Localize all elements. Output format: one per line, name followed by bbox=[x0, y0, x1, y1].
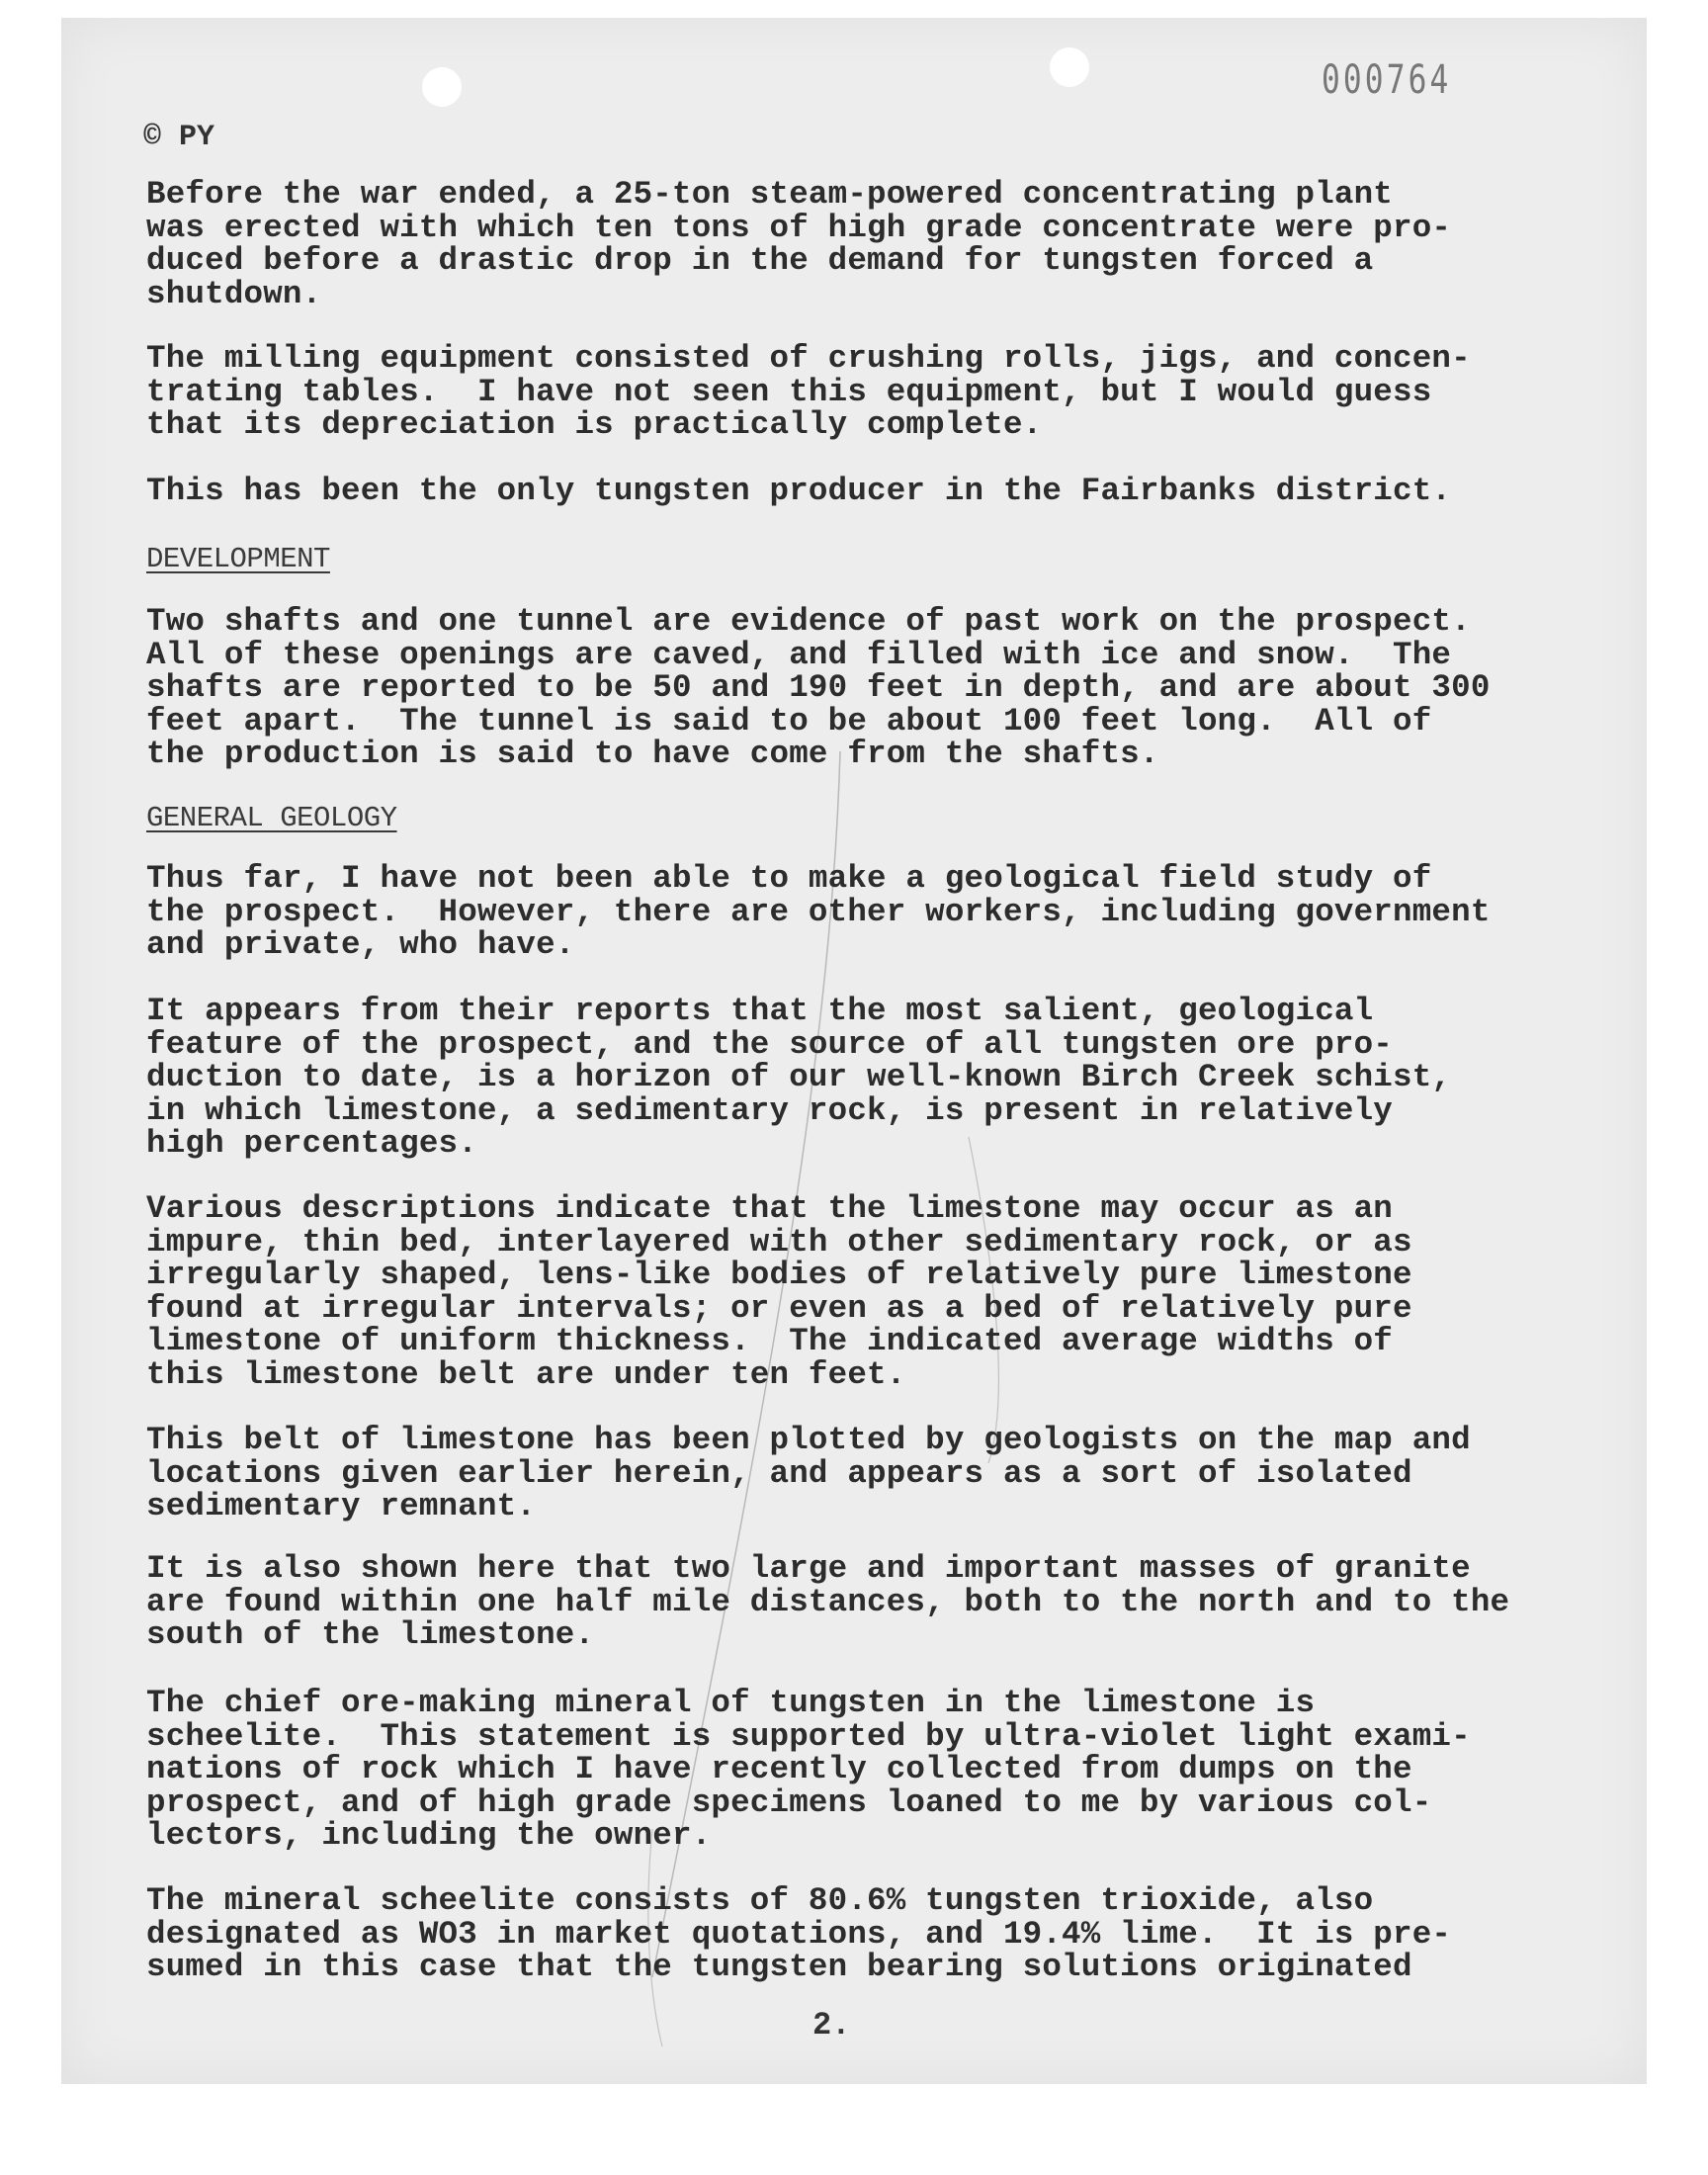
paragraph-limestone-belt: This belt of limestone has been plotted by geologists on the map and locations given earlier herein, and appears as a sort of isolated sedimentary remnant. bbox=[146, 1422, 1471, 1524]
paragraph-mineral-composition: The mineral scheelite consists of 80.6% tungsten trioxide, also designated as WO3 in market quotations, and 19.4% lime. It is pre- sumed in this case that the tungsten bearing solutions originated bbox=[146, 1882, 1452, 1985]
paragraph-field-study: Thus far, I have not been able to make a geological field study of the prospect. However, there are other workers, including government and private, who have. bbox=[146, 860, 1491, 963]
paragraph-milling-equipment: The milling equipment consisted of crushing rolls, jigs, and concen- trating tables. I have not seen this equipment, but I would guess that its depreciation is practically complete. bbox=[146, 340, 1471, 443]
paragraph-development: Two shafts and one tunnel are evidence of past work on the prospect. All of these openings are caved, and filled with ice and snow. The shafts are reported to be 50 and 190 feet in depth, and are about 300 feet apart. The tunnel is said to be about 100 feet long. All of the production is said to have come from the shafts. bbox=[146, 603, 1491, 772]
paragraph-salient-feature: It appears from their reports that the most salient, geological feature of the prospect, and the source of all tungsten ore pro- duction to date, is a horizon of our well-known Birch Creek schist, in which limestone, a sedimentary rock, is present in relatively high percentages. bbox=[146, 993, 1452, 1162]
copy-mark: © PY bbox=[143, 121, 215, 154]
paragraph-war-plant: Before the war ended, a 25-ton steam-powered concentrating plant was erected with which ten tons of high grade concentrate were pro- duced before a drastic drop in the demand for tungsten forced a shutdown. bbox=[146, 176, 1452, 312]
document-number: 000764 bbox=[1322, 57, 1452, 103]
page-number: 2. bbox=[812, 2007, 851, 2044]
punch-hole bbox=[422, 67, 462, 107]
heading-development: DEVELOPMENT bbox=[146, 543, 330, 575]
paragraph-limestone-descriptions: Various descriptions indicate that the limestone may occur as an impure, thin bed, interlayered with other sedimentary rock, or as irregularly shaped, lens-like bodies of relatively pure limestone found at irregular intervals; or even as a bed of relatively pure limestone of uniform thickness. The indicated average widths of this limestone belt are under ten feet. bbox=[146, 1190, 1412, 1393]
paragraph-granite-masses: It is also shown here that two large and important masses of granite are found within one half mile distances, both to the north and to the south of the limestone. bbox=[146, 1550, 1510, 1653]
paragraph-only-producer: This has been the only tungsten producer in the Fairbanks district. bbox=[146, 473, 1452, 509]
heading-general-geology: GENERAL GEOLOGY bbox=[146, 802, 397, 834]
paragraph-scheelite: The chief ore-making mineral of tungsten in the limestone is scheelite. This statement is supported by ultra-violet light exami- nations of rock which I have recently collected from dumps on the prospect, and of high grade specimens loaned to me by various col- lectors, including the owner. bbox=[146, 1685, 1471, 1854]
punch-hole bbox=[1050, 47, 1089, 87]
